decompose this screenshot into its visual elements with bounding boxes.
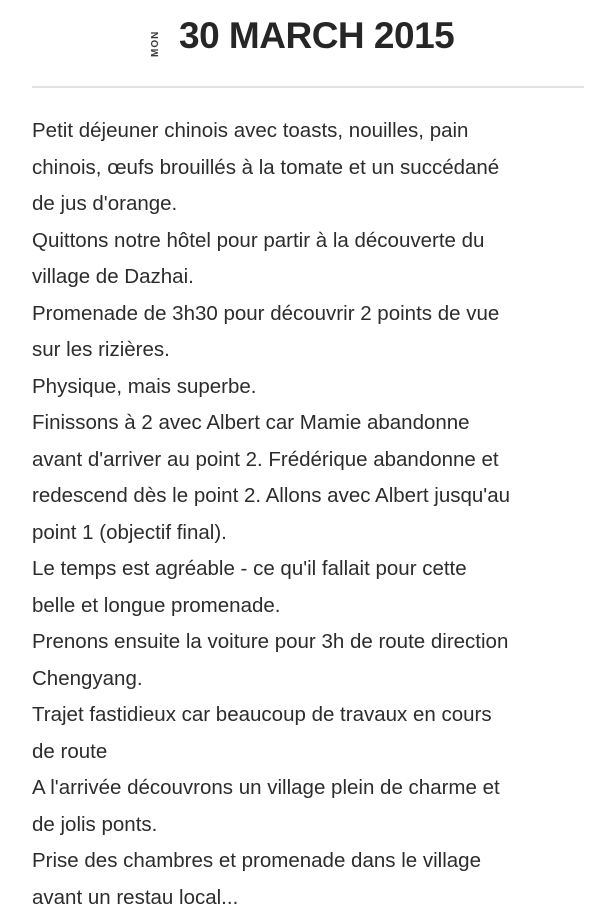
entry-paragraph: Trajet fastidieux car beaucoup de travaux en cours de route — [32, 703, 492, 763]
entry-paragraph: Promenade de 3h30 pour découvrir 2 points de vue sur les rizières. — [32, 301, 500, 361]
entry-paragraph: Le temps est agréable - ce qu'il fallait pour cette belle et longue promenade. — [32, 557, 467, 617]
weekday-label: MON — [150, 30, 161, 57]
entry-paragraph: Petit déjeuner chinois avec toasts, nouilles, pain chinois, œufs brouillés à la tomate et un succédané de jus d'orange. — [32, 119, 500, 215]
entry-paragraph: Prenons ensuite la voiture pour 3h de route direction Chengyang. — [32, 630, 509, 690]
entry-paragraph: Physique, mais superbe. — [32, 374, 257, 398]
entry-paragraph: Finissons à 2 avec Albert car Mamie abandonne avant d'arriver au point 2. Frédérique abandonne et redescend dès le point 2. Allons avec Albert jusqu'au point 1 (objectif final). — [32, 411, 511, 544]
journal-entry-body — [32, 113, 588, 916]
header-divider — [32, 86, 584, 88]
entry-paragraph: Quittons notre hôtel pour partir à la découverte du village de Dazhai. — [32, 228, 485, 288]
entry-paragraph: Prise des chambres et promenade dans le village avant un restau local... — [32, 849, 481, 909]
entry-paragraph: A l'arrivée découvrons un village plein de charme et de jolis ponts. — [32, 776, 500, 836]
entry-date: 30 MARCH 2015 — [179, 15, 455, 56]
date-header — [0, 8, 613, 70]
